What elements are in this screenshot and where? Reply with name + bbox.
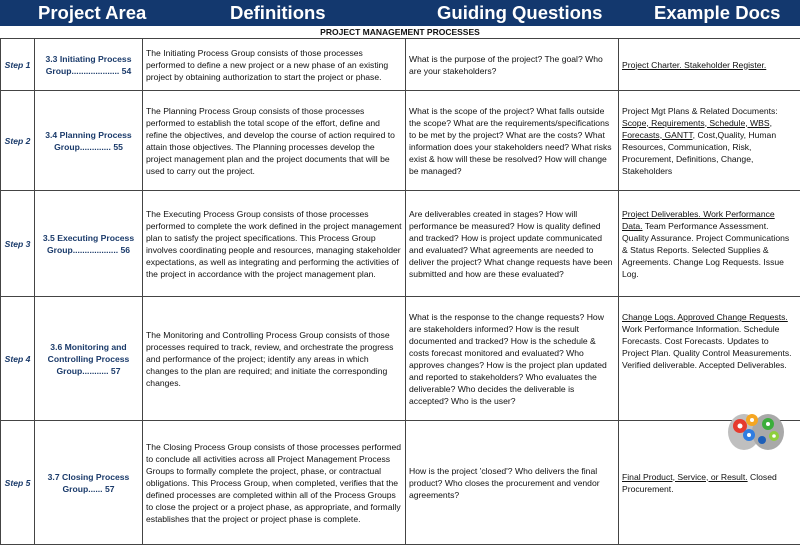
questions-cell: What is the scope of the project? What falls outside the scope? What are the requirements/specifications to be met by the project? What are the costs? What information does your stakeholders need? What risks exist & how will these be resolved? How will change be managed? xyxy=(406,91,619,191)
header-guiding-questions: Guiding Questions xyxy=(437,2,603,23)
project-area-cell: 3.7 Closing Process Group...... 57 xyxy=(35,421,143,545)
docs-link[interactable]: Change Logs. Approved Change Requests. xyxy=(622,312,788,322)
docs-cell: Final Product, Service, or Result. Closed Procurement. xyxy=(619,421,800,545)
docs-link[interactable]: Final Product, Service, or Result. xyxy=(622,471,748,482)
questions-cell: What is the response to the change requests? How are stakeholders informed? How is the result documented and tracked? How is the schedule & costs forecast monitored and evaluated? Who approves changes? How is the project plan updated and reported to stakeholders? Who evaluates the deliverable? Who decides the deliverable is accepted? Who is the user? xyxy=(406,297,619,421)
docs-link[interactable]: Project Charter. Stakeholder Register. xyxy=(622,59,767,70)
gears-heads-logo-icon xyxy=(722,402,790,454)
step-label: Step 1 xyxy=(1,39,35,91)
definition-cell: The Initiating Process Group consists of those processes performed to define a new project or a new phase of an existing project by obtaining authorization to start the project or phase. xyxy=(143,39,406,91)
project-area-cell: 3.6 Monitoring and Controlling Process Group........... 57 xyxy=(35,297,143,421)
header-bar xyxy=(0,0,800,26)
definition-cell: The Monitoring and Controlling Process Group consists of those processes required to track, review, and orchestrate the progress and performance of the project; identify any areas in which changes to the plan are required; and initiate the corresponding changes. xyxy=(143,297,406,421)
definition-cell: The Planning Process Group consists of those processes performed to establish the total scope of the effort, define and refine the objectives, and develop the course of action required to attain those objectives. The Planning processes develop the project management plan and the project documents that will be used to carry out the project. xyxy=(143,91,406,191)
questions-cell: What is the purpose of the project? The goal? Who are your stakeholders? xyxy=(406,39,619,91)
project-area-cell: 3.5 Executing Process Group................... 56 xyxy=(35,191,143,297)
process-table xyxy=(0,38,800,545)
step-label: Step 3 xyxy=(1,191,35,297)
docs-cell: Project Deliverables. Work Performance Data. Team Performance Assessment. Quality Assurance. Project Communications & Status Reports. Selected Supplies & Agreements. Change Log Requests. Issue Log. xyxy=(619,191,800,297)
docs-link[interactable]: Project Deliverables. Work Performance Data. xyxy=(622,208,775,231)
table-row xyxy=(1,39,800,91)
docs-cell: Project Mgt Plans & Related Documents: Scope, Requirements, Schedule, WBS, Forecasts, GANTT, Cost,Quality, Human Resources, Communication, Risk, Procurement, Definitions, Change, Stakeholders xyxy=(619,91,800,191)
project-area-cell: 3.3 Initiating Process Group.................... 54 xyxy=(35,39,143,91)
definition-cell: The Closing Process Group consists of those processes performed to conclude all activities across all Project Management Process Groups to formally complete the project, phase, or contractual obligations. This Process Group, when completed, verifies that the defined processes are completed within all of the Process Groups to close the project or a project phase, as appropriate, and formally establishes that the project or project phase is complete. xyxy=(143,421,406,545)
project-area-cell: 3.4 Planning Process Group............. 55 xyxy=(35,91,143,191)
step-label: Step 5 xyxy=(1,421,35,545)
page-subtitle: PROJECT MANAGEMENT PROCESSES xyxy=(320,27,480,37)
docs-link[interactable]: Scope, Requirements, Schedule, WBS, Forecasts, GANTT, xyxy=(622,117,772,140)
definition-cell: The Executing Process Group consists of those processes performed to complete the work defined in the project management plan to satisfy the project specifications. This Process Group involves coordinating people and resources, managing stakeholder expectations, as well as integrating and performing the activities of the project in accordance with the project management plan. xyxy=(143,191,406,297)
docs-cell xyxy=(619,39,800,91)
docs-cell: Change Logs. Approved Change Requests. Work Performance Information. Schedule Forecasts. Cost Forecasts. Updates to Project Plan. Quality Control Measurements. Verified deliverable. Accepted Deliverables. xyxy=(619,297,800,421)
header-definitions: Definitions xyxy=(230,2,326,23)
table-row xyxy=(1,297,800,421)
table-row xyxy=(1,421,800,545)
step-label: Step 2 xyxy=(1,91,35,191)
table-row xyxy=(1,91,800,191)
header-example-docs: Example Docs xyxy=(654,2,781,23)
header-project-area: Project Area xyxy=(38,2,147,23)
table-row xyxy=(1,191,800,297)
questions-cell: Are deliverables created in stages? How will performance be measured? How is quality defined and tracked? How is project update communicated and evaluated? What agreements are needed to deliver the project? What change requests have been submitted and how are these evaluated? xyxy=(406,191,619,297)
step-label: Step 4 xyxy=(1,297,35,421)
questions-cell: How is the project 'closed'? Who delivers the final product? Who closes the procurement and vendor agreements? xyxy=(406,421,619,545)
